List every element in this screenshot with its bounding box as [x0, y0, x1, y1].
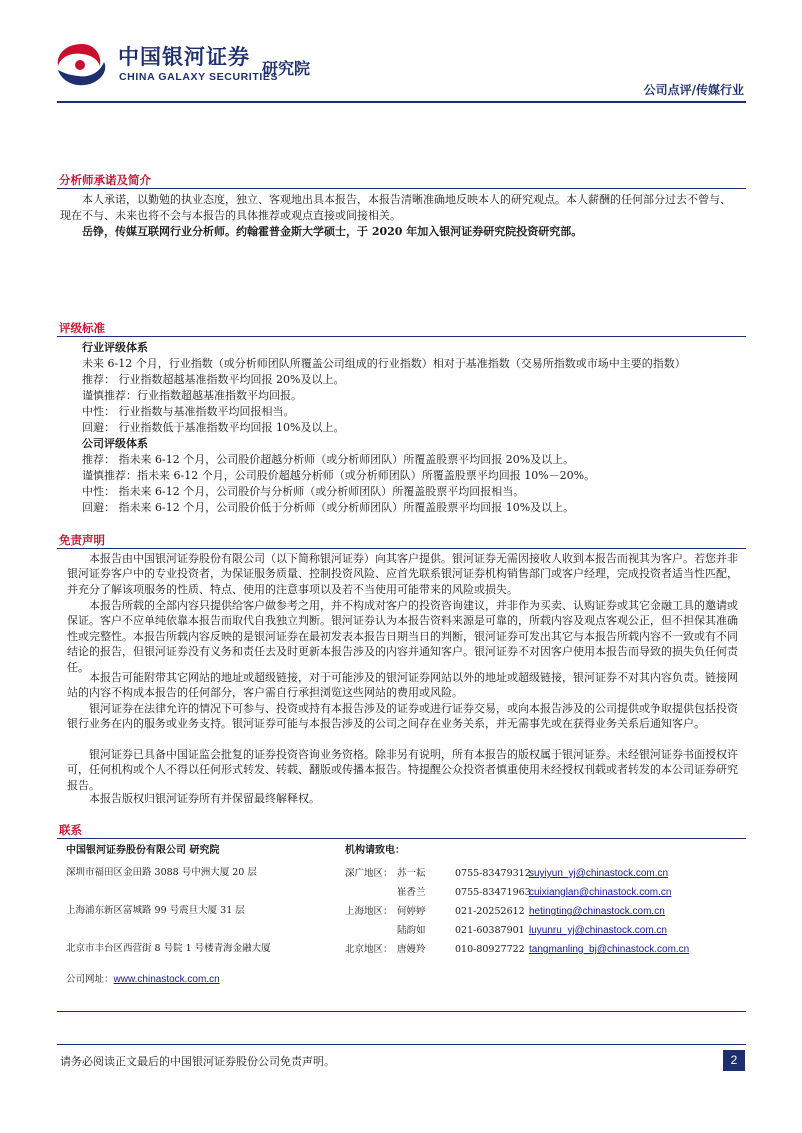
contact-phone: 021-60387901: [455, 925, 525, 936]
section-title: 免责声明: [59, 533, 105, 547]
contact-phone: 0755-83471963: [455, 887, 531, 898]
galaxy-swirl-icon: [52, 40, 110, 90]
contact-end-rule: [57, 1011, 746, 1012]
contact-email[interactable]: hetingting@chinastock.com.cn: [529, 906, 665, 917]
section-title: 评级标准: [59, 321, 105, 335]
contact-name: 苏一耘: [397, 868, 426, 879]
company-rating-title: 公司评级体系: [82, 437, 148, 450]
website-link[interactable]: www.chinastock.com.cn: [113, 974, 220, 985]
industry-rating-line: 未来 6-12 个月，行业指数（或分析师团队所覆盖公司组成的行业指数）相对于基准指数（交易所指数或市场中主要的指数）: [82, 357, 686, 370]
contact-name: 唐嫚羚: [397, 944, 426, 955]
contact-row: [345, 944, 689, 956]
page-number: 2: [723, 1050, 745, 1071]
industry-rating-title: 行业评级体系: [82, 341, 148, 354]
agency-title: 机构请致电：: [345, 845, 405, 856]
contact-phone: 021-20252612: [455, 906, 525, 917]
disclaimer-paragraph: 本报告版权归银河证券所有并保留最终解释权。: [89, 792, 320, 805]
disclaimer-paragraph: 银河证券在法律允许的情况下可参与、投资或持有本报告涉及的证券或进行证券交易，或向本报告涉及的公司提供或争取提供包括投资银行业务在内的服务或业务支持。银河证券可能与本报告涉及的公司之间存在业务关系，并无需事先或在获得业务关系后通知客户。: [67, 702, 738, 731]
industry-rating-line: 中性： 行业指数与基准指数平均回报相当。: [82, 405, 295, 418]
contact-region: 深广地区：: [345, 868, 393, 879]
contact-email[interactable]: cuixianglan@chinastock.com.cn: [529, 887, 672, 898]
disclaimer-paragraph: 本报告可能附带其它网站的地址或超级链接，对于可能涉及的银河证券网站以外的地址或超级链接，银河证券不对其内容负责。链接网站的内容不构成本报告的任何部分，客户需自行承担浏览这些网站的费用或风险。: [67, 671, 738, 700]
industry-rating-line: 谨慎推荐：行业指数超越基准指数平均回报。: [82, 389, 302, 402]
website-row: [66, 974, 220, 986]
contact-email[interactable]: tangmanling_bj@chinastock.com.cn: [529, 944, 690, 955]
contact-phone: 010-80927722: [455, 944, 525, 955]
contact-address: 北京市丰台区西营街 8 号院 1 号楼青海金融大厦: [66, 943, 271, 954]
section-title: 联系: [59, 823, 82, 837]
contact-name: 陆韵如: [397, 925, 426, 936]
disclaimer-paragraph: 银河证券已具备中国证监会批复的证券投资咨询业务资格。除非另有说明，所有本报告的版权属于银河证券。未经银河证券书面授权许可，任何机构或个人不得以任何形式转发、转载、翻版或传播本报告。特提醒公众投资者慎重使用未经授权刊载或者转发的本公司证券研究报告。: [67, 748, 738, 792]
section-disclaimer-header: [57, 532, 746, 549]
contact-name: 崔香兰: [397, 887, 426, 898]
contact-region: 北京地区：: [345, 944, 393, 955]
analyst-statement: 本人承诺，以勤勉的执业态度，独立、客观地出具本报告，本报告清晰准确地反映本人的研究观点。本人薪酬的任何部分过去不曾与、现在不与、未来也将不会与本报告的具体推荐或观点直接或间接相关。: [60, 193, 731, 222]
contact-row: [345, 925, 667, 937]
website-label: 公司网址：: [66, 974, 114, 985]
contact-email[interactable]: suyiyun_yj@chinastock.com.cn: [529, 868, 669, 879]
section-analyst-header: [57, 172, 746, 189]
section-contact-header: [57, 822, 746, 839]
footer-note: 请务必阅读正文最后的中国银河证券股份公司免责声明。: [60, 1055, 335, 1068]
company-rating-line: 推荐： 指未来 6-12 个月，公司股价超越分析师（或分析师团队）所覆盖股票平均回报 20%及以上。: [82, 453, 575, 466]
contact-address: 深圳市福田区金田路 3088 号中洲大厦 20 层: [66, 867, 257, 878]
section-rating-header: [57, 320, 746, 337]
footer-rule: [57, 1044, 746, 1045]
contact-company: 中国银河证券股份有限公司 研究院: [66, 845, 220, 856]
disclaimer-paragraph: 本报告由中国银河证券股份有限公司（以下简称银河证券）向其客户提供。银河证券无需因接收人收到本报告而视其为客户。若您并非银河证券客户中的专业投资者，为保证服务质量、控制投资风险、应首先联系银河证券机构销售部门或客户经理，完成投资者适当性匹配，并充分了解该项服务的性质、特点、使用的注意事项以及若不当使用可能带来的风险或损失。: [67, 552, 738, 596]
industry-rating-line: 回避： 行业指数低于基准指数平均回报 10%及以上。: [82, 421, 345, 434]
institute-label: 研究院: [262, 59, 311, 78]
brand-name-cn: 中国银河证券: [118, 45, 250, 69]
contact-row: [345, 906, 665, 918]
document-type: 公司点评/传媒行业: [643, 83, 744, 97]
section-title: 分析师承诺及简介: [59, 173, 151, 187]
contact-region: 上海地区：: [345, 906, 393, 917]
company-rating-line: 中性： 指未来 6-12 个月，公司股价与分析师（或分析师团队）所覆盖股票平均回报相当。: [82, 485, 525, 498]
disclaimer-paragraph: 本报告所载的全部内容只提供给客户做参考之用，并不构成对客户的投资咨询建议，并非作为买卖、认购证券或其它金融工具的邀请或保证。客户不应单纯依靠本报告而取代自我独立判断。银河证券认为本报告资料来源是可靠的，所载内容及观点客观公正，但不担保其准确性或完整性。本报告所载内容反映的是银河证券在最初发表本报告日期当日的判断，银河证券可发出其它与本报告所载内容不一致或有不同结论的报告，但银河证券没有义务和责任去及时更新本报告涉及的内容并通知客户。银河证券不对因客户使用本报告而导致的损失负任何责任。: [67, 599, 738, 674]
contact-address: 上海浦东新区富城路 99 号震旦大厦 31 层: [66, 905, 245, 916]
contact-row: [345, 887, 671, 899]
contact-row: [345, 868, 668, 880]
contact-email[interactable]: luyunru_yj@chinastock.com.cn: [529, 925, 667, 936]
contact-name: 何婷婷: [397, 906, 426, 917]
industry-rating-line: 推荐： 行业指数超越基准指数平均回报 20%及以上。: [82, 373, 345, 386]
company-rating-line: 谨慎推荐：指未来 6-12 个月，公司股价超越分析师（或分析师团队）所覆盖股票平均回报 10%－20%。: [82, 469, 596, 482]
brand-name-en: CHINA GALAXY SECURITIES: [119, 71, 279, 83]
header-rule: [57, 101, 746, 103]
contact-phone: 0755-83479312: [455, 868, 531, 879]
analyst-bio: 岳铮，传媒互联网行业分析师。约翰霍普金斯大学硕士，于 2020 年加入银河证券研究院投资研究部。: [82, 225, 583, 238]
company-rating-line: 回避： 指未来 6-12 个月，公司股价低于分析师（或分析师团队）所覆盖股票平均回报 10%及以上。: [82, 501, 575, 514]
